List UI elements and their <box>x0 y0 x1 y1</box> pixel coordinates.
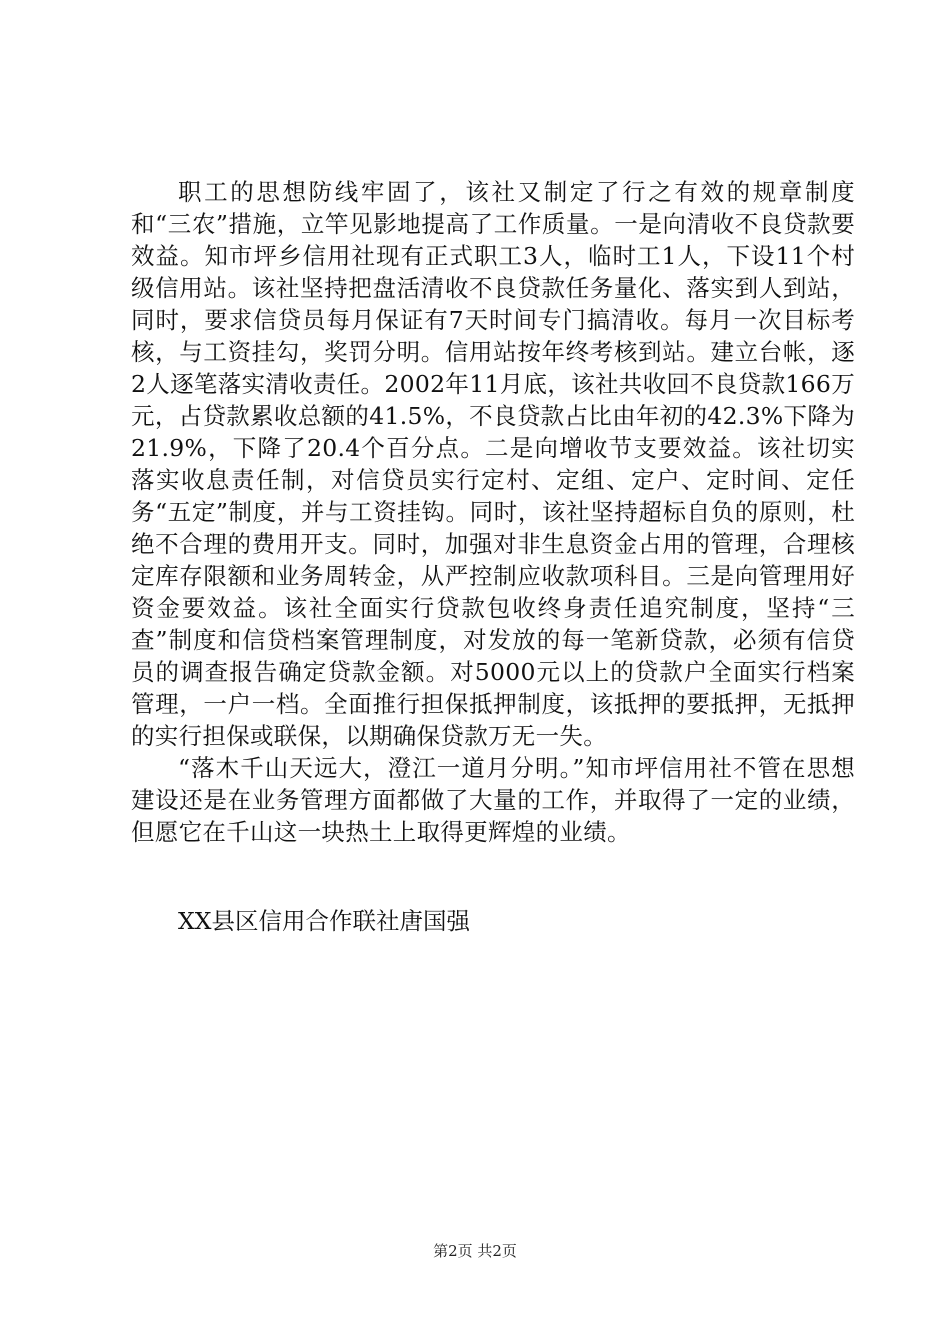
document-body <box>131 176 855 848</box>
page-number-footer: 第2页 共2页 <box>433 1242 517 1260</box>
body-paragraph-1: 职工的思想防线牢固了，该社又制定了行之有效的规章制度和“三农”措施，立竿见影地提高了工作质量。一是向清收不良贷款要效益。知市坪乡信用社现有正式职工3人，临时工1人，下设11个村级信用站。该社坚持把盘活清收不良贷款任务量化、落实到人到站，同时，要求信贷员每月保证有7天时间专门搞清收。每月一次目标考核，与工资挂勾，奖罚分明。信用站按年终考核到站。建立台帐，逐2人逐笔落实清收责任。2002年11月底，该社共收回不良贷款166万元，占贷款累收总额的41.5%，不良贷款占比由年初的42.3%下降为21.9%，下降了20.4个百分点。二是向增收节支要效益。该社切实落实收息责任制，对信贷员实行定村、定组、定户、定时间、定任务“五定”制度，并与工资挂钩。同时，该社坚持超标自负的原则，杜绝不合理的费用开支。同时，加强对非生息资金占用的管理，合理核定库存限额和业务周转金，从严控制应收款项科目。三是向管理用好资金要效益。该社全面实行贷款包收终身责任追究制度，坚持“三查”制度和信贷档案管理制度，对发放的每一笔新贷款，必须有信贷员的调查报告确定贷款金额。对5000元以上的贷款户全面实行档案管理，一户一档。全面推行担保抵押制度，该抵押的要抵押，无抵押的实行担保或联保，以期确保贷款万无一失。 <box>131 178 855 750</box>
author-signature: XX县区信用合作联社唐国强 <box>178 907 470 935</box>
body-paragraph-2: “落木千山天远大，澄江一道月分明。”知市坪信用社不管在思想建设还是在业务管理方面都做了大量的工作，并取得了一定的业绩，但愿它在千山这一块热土上取得更辉煌的业绩。 <box>131 754 855 846</box>
